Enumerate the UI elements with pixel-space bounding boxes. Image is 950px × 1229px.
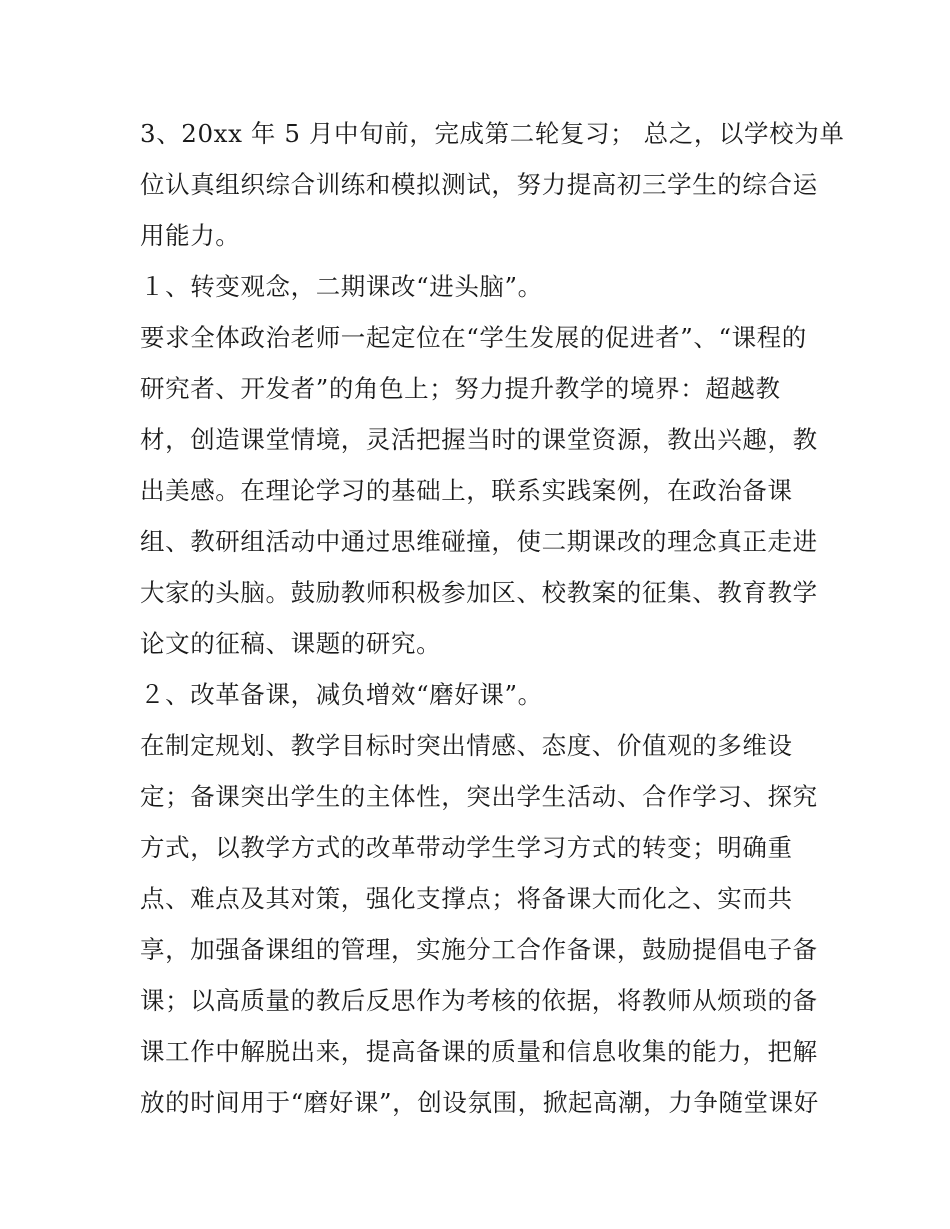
text-line: 研究者、开发者”的角色上；努力提升教学的境界：超越教 bbox=[140, 374, 781, 403]
section-heading: １、转变观念，二期课改“进头脑”。 bbox=[140, 272, 543, 301]
text-line: 定；备课突出学生的主体性，突出学生活动、合作学习、探究 bbox=[140, 782, 818, 811]
document-body bbox=[140, 108, 845, 1128]
text-line: 位认真组织综合训练和模拟测试，努力提高初三学生的综合运 bbox=[140, 170, 818, 199]
text-line: 在制定规划、教学目标时突出情感、态度、价值观的多维设 bbox=[140, 731, 793, 760]
text-line: 方式，以教学方式的改革带动学生学习方式的转变；明确重 bbox=[140, 833, 793, 862]
text-line: 论文的征稿、课题的研究。 bbox=[140, 629, 442, 658]
section-heading: ２、改革备课，减负增效“磨好课”。 bbox=[140, 680, 543, 709]
text-line: 课；以高质量的教后反思作为考核的依据，将教师从烦琐的备 bbox=[140, 986, 818, 1015]
text-line: 出美感。在理论学习的基础上，联系实践案例，在政治备课 bbox=[140, 476, 793, 505]
text-line: 3、20xx 年 5 月中旬前，完成第二轮复习； 总之，以学校为单 bbox=[140, 119, 845, 148]
text-line: 要求全体政治老师一起定位在“学生发展的促进者”、“课程的 bbox=[140, 323, 807, 352]
text-line: 组、教研组活动中通过思维碰撞，使二期课改的理念真正走进 bbox=[140, 527, 818, 556]
text-line: 享，加强备课组的管理，实施分工合作备课，鼓励提倡电子备 bbox=[140, 935, 818, 964]
text-line: 点、难点及其对策，强化支撑点；将备课大而化之、实而共 bbox=[140, 884, 793, 913]
text-line: 材，创造课堂情境，灵活把握当时的课堂资源，教出兴趣，教 bbox=[140, 425, 818, 454]
text-line: 课工作中解脱出来，提高备课的质量和信息收集的能力，把解 bbox=[140, 1037, 818, 1066]
text-line: 放的时间用于“磨好课”，创设氛围，掀起高潮，力争随堂课好 bbox=[140, 1088, 819, 1117]
text-line: 用能力。 bbox=[140, 221, 241, 250]
text-line: 大家的头脑。鼓励教师积极参加区、校教案的征集、教育教学 bbox=[140, 578, 818, 607]
